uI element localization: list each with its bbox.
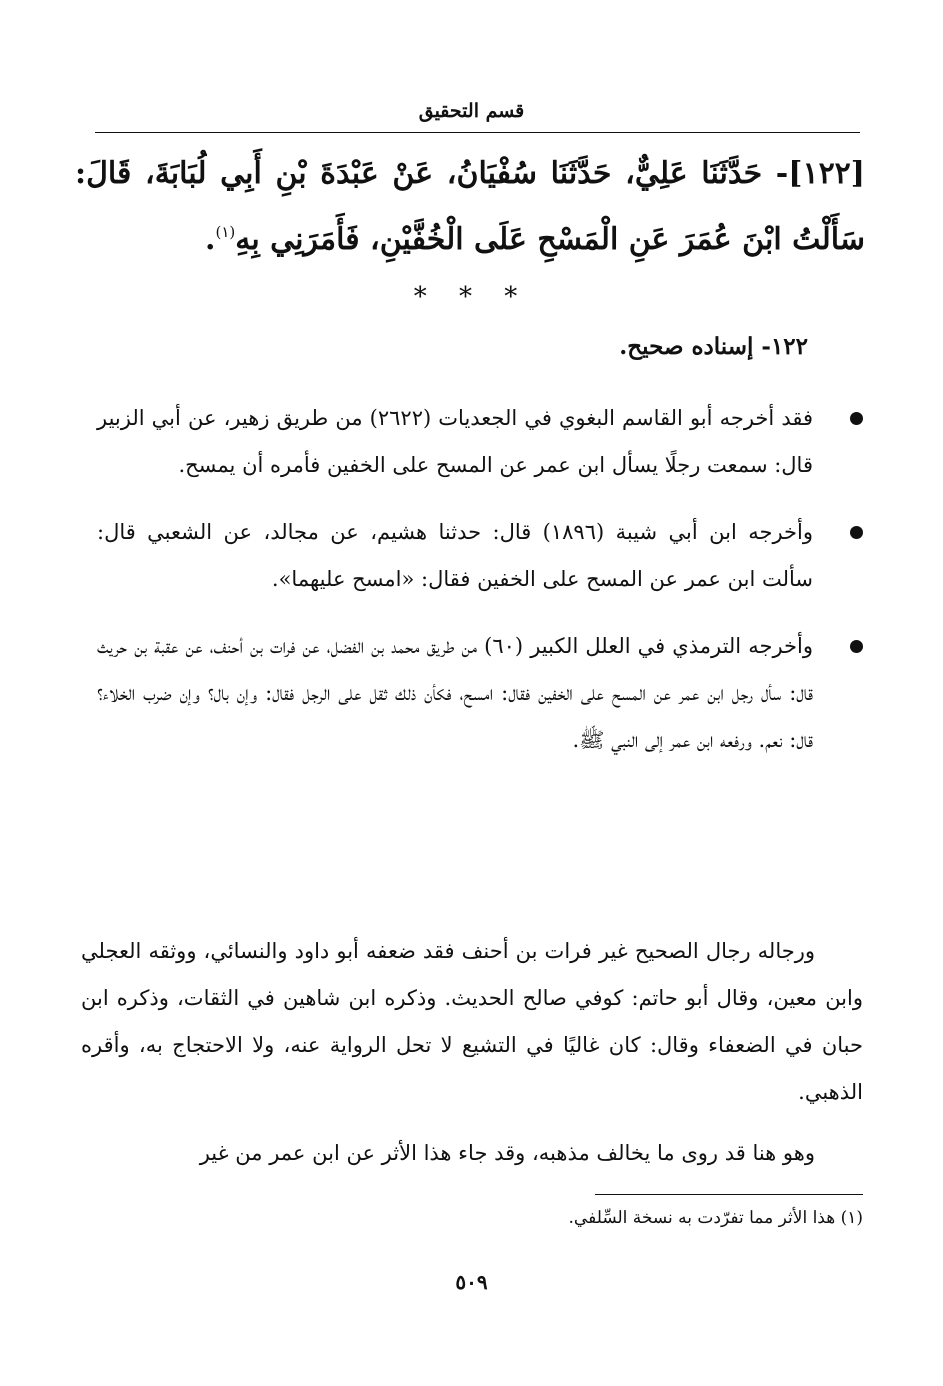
section-separator: * * * [413,282,530,312]
section-title: ١٢٢- إسناده صحيح. [619,333,808,360]
bullet-icon [850,640,863,653]
footnote: (١) هذا الأثر مما تفرّدت به نسخة السِّلفي. [568,1208,863,1228]
footnote-divider [595,1194,863,1195]
footnote-marker: (١) [215,223,236,241]
bullet-icon [850,526,863,539]
list-item-text: وأخرجه ابن أبي شيبة (١٨٩٦) قال: حدثنا هشيم، عن مجالد، عن الشعبي قال: سألت ابن عمر عن المسح على الخفين فقال: «امسح عليهما». [97,520,813,591]
hadith-body: [١٢٢]- حَدَّثَنَا عَلِيٌّ، حَدَّثَنَا سُفْيَانُ، عَنْ عَبْدَةَ بْنِ أَبِي لُبَابَةَ، قَالَ: سَأَلْتُ ابْنَ عُمَرَ عَنِ الْمَسْحِ عَلَى الْخُفَّيْنِ، فَأَمَرَنِي بِهِ [75,156,865,257]
header-divider [95,132,860,133]
page-header-title: قسم التحقيق [418,100,525,122]
list-item-text: فقد أخرجه أبو القاسم البغوي في الجعديات (٢٦٢٢) من طريق زهير، عن أبي الزبير قال: سمعت رجلًا يسأل ابن عمر عن المسح على الخفين فأمره أن يمسح. [97,406,813,477]
body-paragraph: ورجاله رجال الصحيح غير فرات بن أحنف فقد ضعفه أبو داود والنسائي، ووثقه العجلي وابن معين، وقال أبو حاتم: كوفي صالح الحديث. وذكره ابن شاهين في الثقات، وذكره ابن حبان في الضعفاء وقال: كان غاليًا في التشيع لا تحل الرواية عنه، ولا الاحتجاج به، وأقره الذهبي. [81,939,863,1104]
body-paragraph: وهو هنا قد روى ما يخالف مذهبه، وقد جاء هذا الأثر عن ابن عمر من غير [199,1141,815,1165]
hadith-text [75,145,865,269]
takhrij-list [97,395,863,784]
hadith-end: . [205,222,216,257]
list-item [97,395,863,489]
list-item [97,509,863,603]
page-number: ٥٠٩ [455,1270,488,1294]
list-item-text: وأخرجه الترمذي في العلل الكبير (٦٠) من طريق محمد بن الفضل، عن فرات بن أحنف، عن عقبة بن حريث قال: سأل رجل ابن عمر عن المسح على الخفين فقال: امسح، فكأن ذلك ثقل على الرجل فقال: وإن بال؟ وإن ضرب الخلاء؟ قال: نعم. ورفعه ابن عمر إلى النبي ﷺ. [97,634,813,752]
list-item [97,623,863,764]
bullet-icon [850,412,863,425]
